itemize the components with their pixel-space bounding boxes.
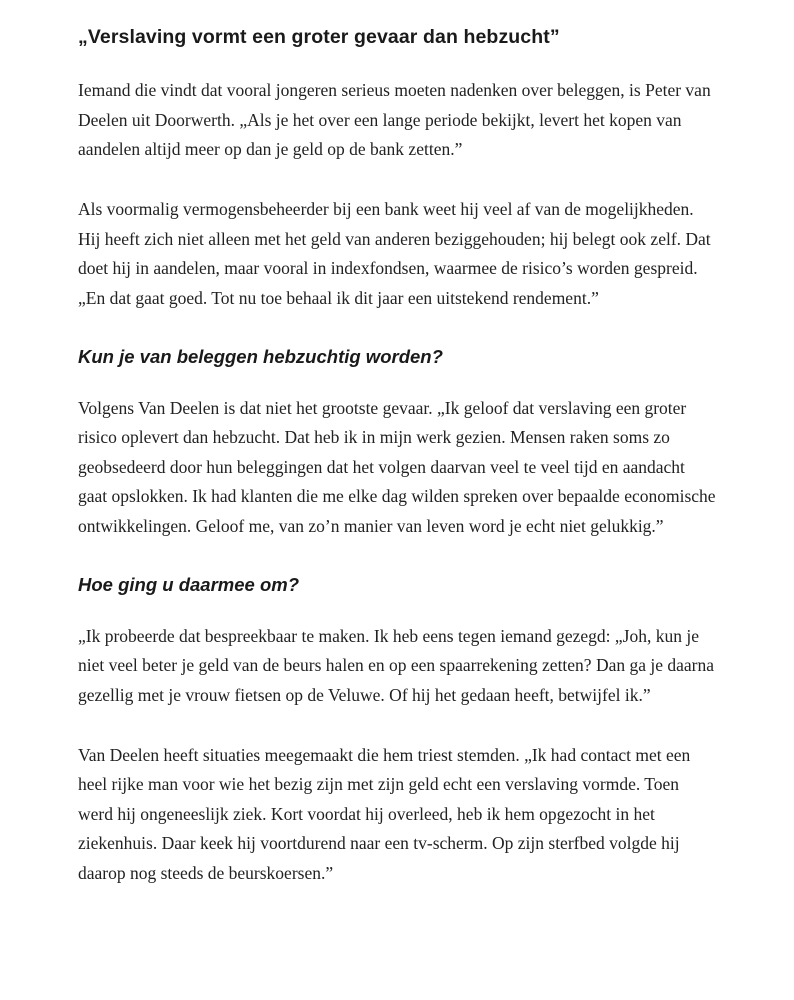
- paragraph-verslaving: Volgens Van Deelen is dat niet het grootste gevaar. „Ik geloof dat verslaving een groter risico oplevert dan hebzucht. Dat heb ik in mijn werk gezien. Mensen raken soms zo geobsedeerd door hun beleggingen dat het volgen daarvan veel te veel tijd en aandacht gaat opslokken. Ik had klanten die me elke dag wilden spreken over bepaalde economische ontwikkelingen. Geloof me, van zo’n manier van leven word je echt niet gelukkig.”: [78, 397, 716, 536]
- article-title: „Verslaving vormt een groter gevaar dan hebzucht”: [78, 26, 560, 48]
- question-heading-hebzucht: Kun je van beleggen hebzuchtig worden?: [78, 346, 443, 368]
- paragraph-background: Als voormalig vermogensbeheerder bij een bank weet hij veel af van de mogelijkheden. Hij heeft zich niet alleen met het geld van anderen beziggehouden; hij belegt ook zelf. Dat doet hij in aandelen, maar vooral in indexfondsen, waarmee de risico’s worden gespreid. „En dat gaat goed. Tot nu toe behaal ik dit jaar een uitstekend rendement.”: [78, 199, 711, 308]
- paragraph-intro: Iemand die vindt dat vooral jongeren serieus moeten nadenken over beleggen, is Peter van Deelen uit Doorwerth. „Als je het over een lange periode bekijkt, levert het kopen van aandelen altijd meer op dan je geld op de bank zetten.”: [78, 80, 711, 160]
- question-heading-daarmee-om: Hoe ging u daarmee om?: [78, 573, 300, 595]
- paragraph-triest: Van Deelen heeft situaties meegemaakt die hem triest stemden. „Ik had contact met een heel rijke man voor wie het bezig zijn met zijn geld echt een verslaving vormde. Toen werd hij ongeneeslijk ziek. Kort voordat hij overleed, heb ik hem opgezocht in het ziekenhuis. Daar keek hij voortdurend naar een tv-scherm. Op zijn sterfbed volgde hij daarop nog steeds de beurskoersen.”: [78, 744, 691, 883]
- paragraph-bespreekbaar: „Ik probeerde dat bespreekbaar te maken. Ik heb eens tegen iemand gezegd: „Joh, kun je niet veel beter je geld van de beurs halen en op een spaarrekening zetten? Dan ga je daarna gezellig met je vrouw fietsen op de Veluwe. Of hij het gedaan heeft, betwijfel ik.”: [78, 625, 715, 705]
